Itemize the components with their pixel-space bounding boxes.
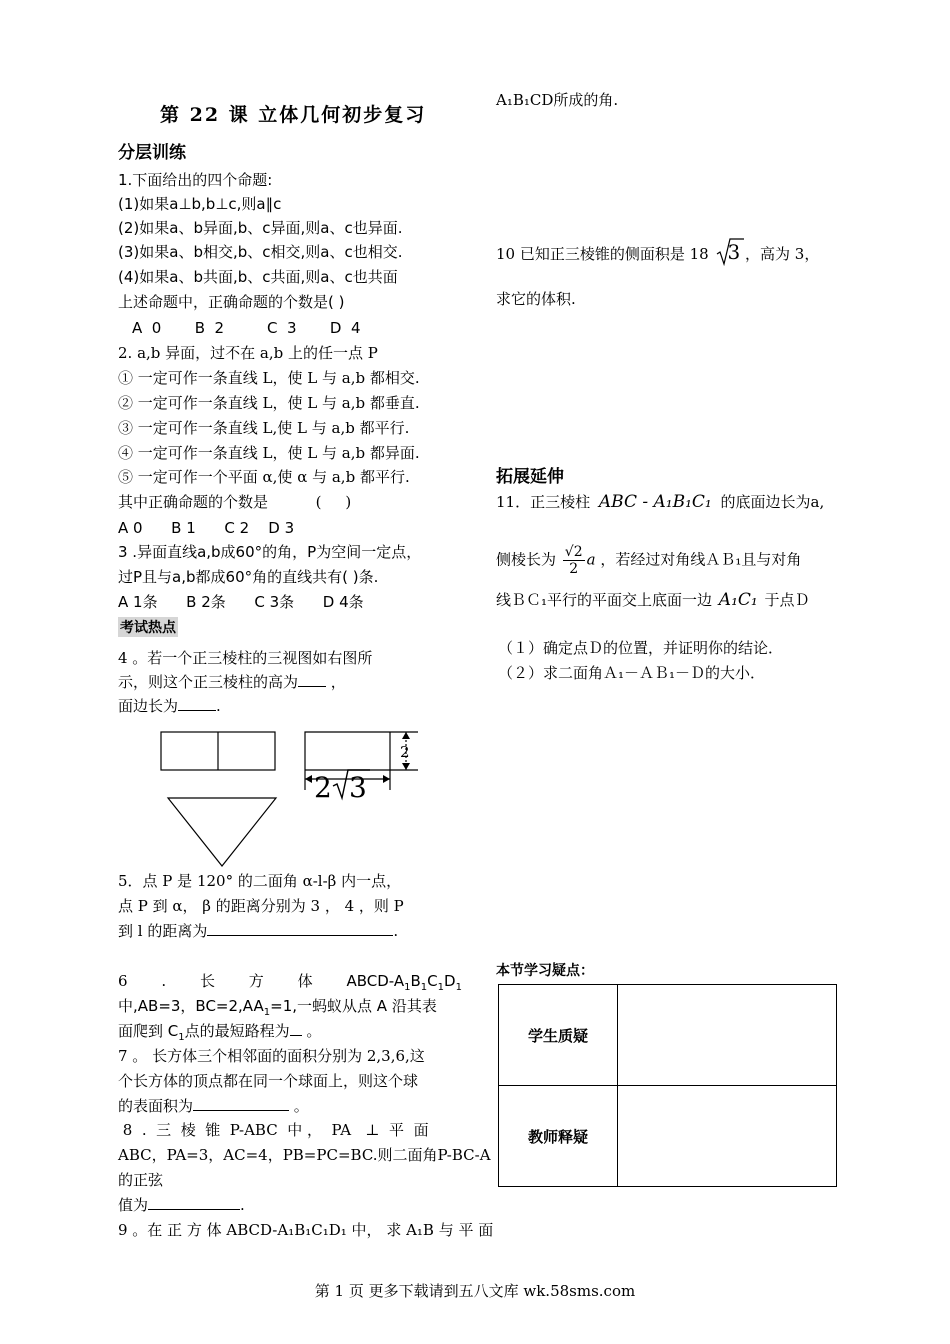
q2-ask: 其中正确命题的个数是 ( ): [118, 493, 352, 511]
front-view: [161, 732, 275, 770]
q6-line-3-b: 点的最短路程为: [184, 1022, 290, 1040]
q1-prop-3: (3)如果a、b相交,b、c相交,则a、c也相交.: [118, 243, 403, 261]
q4-line-1: 4 。若一个正三棱柱的三视图如右图所: [118, 649, 373, 667]
dim-height-label: 2: [400, 743, 410, 761]
q8-line-4-text: 值为: [118, 1196, 149, 1214]
q11-line-1: [496, 490, 824, 514]
q6-line-2-b: =1,一蚂蚁从点 A 沿其表: [270, 997, 437, 1015]
q11-line-3: [496, 588, 810, 612]
q11-line-3-text: 线ＢＣ₁平行的平面交上底面一边: [496, 591, 713, 609]
q2-stem: 2. a,b 异面，过不在 a,b 上的任一点 P: [118, 344, 378, 362]
q6-solid-c: C: [427, 972, 438, 990]
q10-line-2: 求它的体积.: [496, 290, 576, 308]
q1-stem: 1.下面给出的四个命题:: [118, 171, 273, 189]
section-heading-training: 分层训练: [118, 143, 186, 163]
q2-claim-4: ④ 一定可作一条直线 L，使 L 与 a,b 都异面.: [118, 444, 420, 462]
q6-char-1: 长: [199, 972, 215, 990]
q6-line-2-a: 中,AB=3，BC=2,AA: [118, 997, 264, 1015]
q7-line-2: 个长方体的顶点都在同一个球面上，则这个球: [118, 1072, 419, 1090]
q5-line-1: 5．点 P 是 120° 的二面角 α-l-β 内一点，: [118, 872, 402, 890]
q5-line-3: [118, 919, 398, 943]
q2-options: A 0 B 1 C 2 D 3: [118, 519, 295, 537]
q11-part-1: （１）确定点Ｄ的位置，并证明你的结论．: [498, 639, 784, 657]
q8-line-4: [118, 1193, 245, 1217]
q4-line-3-end: .: [216, 697, 221, 715]
q2-claim-1: ① 一定可作一条直线 L，使 L 与 a,b 都相交.: [118, 369, 420, 387]
q6-dot: .: [161, 972, 167, 990]
q3-options: A 1条 B 2条 C 3条 D 4条: [118, 593, 364, 611]
student-question-cell[interactable]: [618, 985, 837, 1086]
hot-topics-heading: 考试热点: [118, 617, 178, 637]
q4-height-blank: [298, 670, 326, 687]
q1-options: A 0 B 2 C 3 D 4: [132, 319, 361, 337]
q1-prop-4: (4)如果a、b共面,b、c共面,则a、c也共面: [118, 268, 398, 286]
q7-line-3-end: 。: [289, 1097, 309, 1115]
doubts-row-teacher: [499, 1086, 837, 1187]
top-view-triangle: [168, 798, 276, 866]
q7-answer-blank: [193, 1094, 289, 1111]
q5-line-3-text: 到 l 的距离为: [118, 922, 208, 940]
q6-char-2: 方: [248, 972, 264, 990]
q10-text-b: ，高为 3，: [745, 245, 820, 263]
q8-answer-blank: [148, 1193, 240, 1210]
q4-line-2-end: ，: [326, 673, 346, 691]
q9-continuation: A₁B₁CD所成的角.: [496, 91, 619, 109]
teacher-answer-cell[interactable]: [618, 1086, 837, 1187]
q4-line-2: [118, 670, 346, 694]
q1-prop-2: (2)如果a、b异面,b、c异面,则a、c也异面.: [118, 219, 403, 237]
doubts-table: [498, 984, 837, 1187]
q11-text-a: 11．正三棱柱: [496, 493, 591, 511]
q11-frac-num-val: 2: [573, 544, 583, 560]
q1-prop-1: (1)如果a⊥b,b⊥c,则a∥c: [118, 195, 282, 213]
q11-line-2-text: 侧棱长为: [496, 550, 557, 569]
q5-line-2: 点 P 到 α， β 的距离分别为 3 ， 4 ，则 P: [118, 897, 404, 915]
q6-sub-2: 1: [420, 982, 428, 993]
section-heading-extension: 拓展延伸: [496, 467, 564, 487]
q6-line-3-sub: 1: [178, 1032, 185, 1043]
q11-frac-den: 2: [569, 561, 579, 577]
dim-width-coef: 2: [314, 771, 332, 804]
teacher-answer-label: 教师释疑: [499, 1086, 618, 1187]
doubts-row-student: [499, 985, 837, 1086]
q2-claim-2: ② 一定可作一条直线 L，使 L 与 a,b 都垂直.: [118, 394, 420, 412]
q10-line-1: [496, 240, 819, 266]
doubts-title: 本节学习疑点：: [496, 963, 594, 979]
q4-edge-blank: [178, 694, 216, 711]
dim-width-radicand: 3: [349, 771, 367, 804]
q8-line-4-end: .: [240, 1196, 245, 1214]
q11-edge-name: A₁C₁: [718, 590, 758, 610]
q3-line-1: 3 .异面直线a,b成60°的角，P为空间一定点，: [118, 543, 422, 561]
q10-text-a: 10 已知正三棱锥的侧面积是 18: [496, 245, 709, 263]
q3-line-2: 过P且与a,b都成60°角的直线共有( )条.: [118, 568, 379, 586]
q6-sub-3: 1: [437, 982, 444, 993]
q2-claim-5: ⑤ 一定可作一个平面 α,使 α 与 a,b 都平行.: [118, 468, 410, 486]
q5-answer-blank: [207, 919, 393, 936]
q9-line-1: 9 。在 正 方 体 ABCD-A₁B₁C₁D₁ 中， 求 A₁B 与 平 面: [118, 1221, 494, 1239]
q7-line-3-text: 的表面积为: [118, 1097, 194, 1115]
q11-fraction: [563, 544, 585, 577]
q6-solid-d: D: [444, 972, 456, 990]
q6-solid-a: ABCD-A: [346, 972, 405, 990]
q11-frac-var: a: [586, 550, 596, 569]
q4-line-3: [118, 694, 221, 718]
q4-line-3-text: 面边长为: [118, 697, 179, 715]
student-question-label: 学生质疑: [499, 985, 618, 1086]
q6-line-3-a: 面爬到 C: [118, 1022, 179, 1040]
q1-ask: 上述命题中，正确命题的个数是( ): [118, 293, 345, 311]
page-title: 第 22 课 立体几何初步复习: [160, 104, 427, 126]
q6-sub-4: 1: [455, 982, 462, 993]
q11-line-2: [496, 544, 801, 577]
q11-frac-num: √2: [564, 544, 583, 560]
q6-answer-blank: [290, 1019, 302, 1036]
q8-line-1: 8 . 三 棱 锥 P-ABC 中 ， PA ⊥ 平 面: [118, 1121, 429, 1139]
page-footer: 第 1 页 更多下载请到五八文库 wk.58sms.com: [314, 1282, 636, 1300]
q8-line-2: ABC，PA=3，AC=4，PB=PC=BC.则二面角P-BC-A: [118, 1146, 491, 1164]
q7-line-3: [118, 1094, 309, 1118]
q11-line-2-end: ，若经过对角线ＡＢ₁且与对角: [600, 550, 802, 569]
q10-sqrt: [716, 240, 741, 264]
three-view-diagram: [150, 724, 430, 872]
q6-num: 6: [118, 972, 128, 990]
q6-line-3-end: 。: [301, 1022, 322, 1040]
q4-line-2-text: 示，则这个正三棱柱的高为: [118, 673, 299, 691]
q11-text-b: 的底面边长为a,: [720, 493, 825, 511]
q11-part-2: （２）求二面角Ａ₁－ＡＢ₁－Ｄ的大小．: [498, 664, 766, 682]
q7-line-1: 7 。 长方体三个相邻面的面积分别为 2,3,6,这: [118, 1047, 425, 1065]
q8-line-3: 的正弦: [118, 1171, 164, 1189]
q2-claim-3: ③ 一定可作一条直线 L,使 L 与 a,b 都平行.: [118, 419, 410, 437]
q5-line-3-end: .: [393, 922, 399, 940]
q11-line-3-end: 于点Ｄ: [764, 591, 810, 609]
q11-prism-name: ABC - A₁B₁C₁: [598, 492, 712, 512]
q10-radicand: 3: [727, 240, 741, 264]
q6-char-3: 体: [297, 972, 313, 990]
q6-sub-1: 1: [404, 982, 411, 993]
q6-solid-b: B: [410, 972, 421, 990]
q6-line-2-sub: 1: [263, 1007, 271, 1018]
